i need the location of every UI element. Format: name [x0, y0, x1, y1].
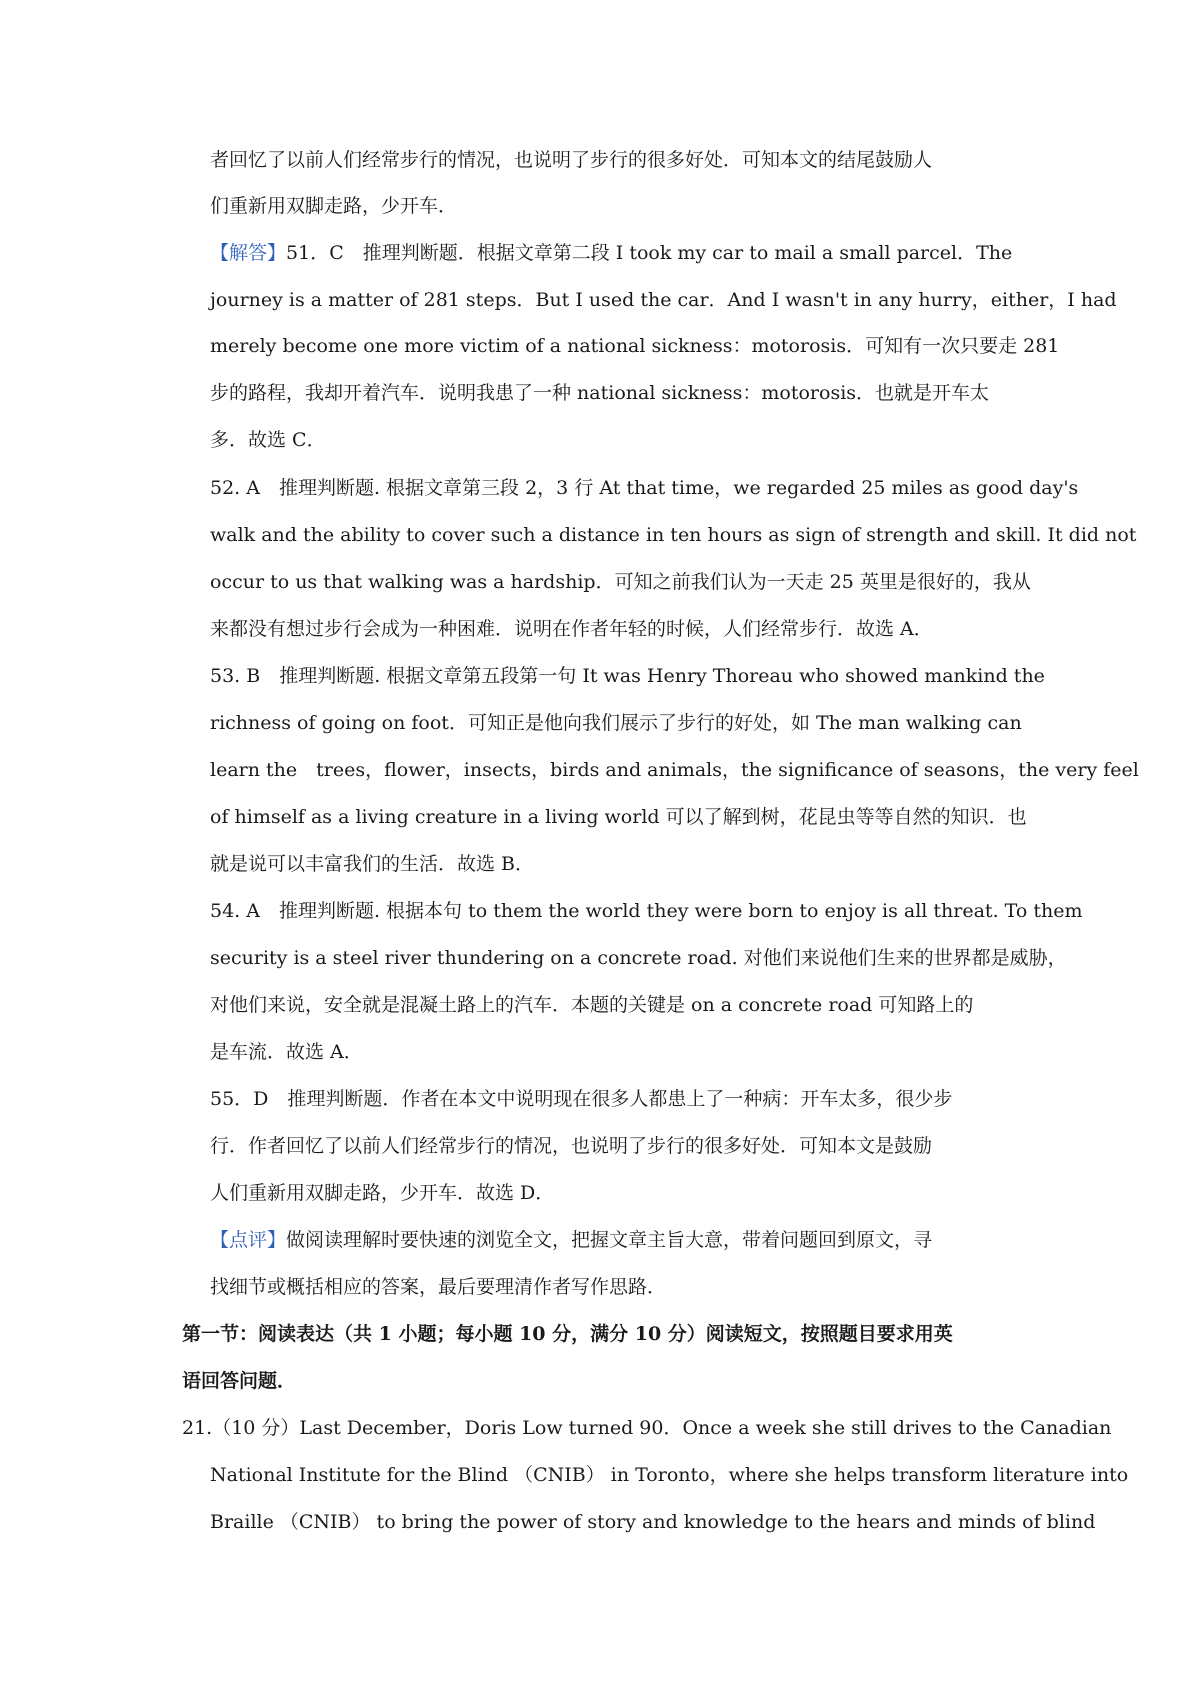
text-line-2: 们重新用双脚走路，少开车． [210, 195, 458, 217]
answer-line-51: 【解答】51．C 推理判断题．根据文章第二段 I took my car to mail a small parcel．The [210, 242, 1013, 264]
comment-tag: 【点评】 [210, 1229, 287, 1251]
text-line-13: richness of going on foot．可知正是他向我们展示了步行的好处，如 The man walking can [210, 712, 1022, 734]
answer-line-53: 53. B 推理判断题. 根据文章第五段第一句 It was Henry Thoreau who showed mankind the [210, 665, 1045, 687]
text-line-7: 多．故选 C． [210, 429, 326, 451]
text-line-23: 人们重新用双脚走路，少开车．故选 D． [210, 1182, 555, 1204]
text-line-11: 来都没有想过步行会成为一种困难．说明在作者年轻的时候，人们经常步行．故选 A． [210, 618, 933, 640]
text-line-25: 找细节或概括相应的答案，最后要理清作者写作思路． [210, 1276, 667, 1298]
text-line-29: National Institute for the Blind （CNIB） in Toronto，where she helps transform literature into [210, 1464, 1129, 1486]
section-heading-cont: 语回答问题． [182, 1370, 297, 1392]
text-line-5: merely become one more victim of a national sickness：motorosis．可知有一次只要走 281 [210, 335, 1060, 357]
text-line-16: 就是说可以丰富我们的生活．故选 B． [210, 853, 535, 875]
text-line-9: walk and the ability to cover such a distance in ten hours as sign of strength and skill. It did not [210, 524, 1137, 546]
text-line-19: 对他们来说，安全就是混凝土路上的汽车．本题的关键是 on a concrete road 可知路上的 [210, 994, 974, 1016]
answer-line-52: 52. A 推理判断题. 根据文章第三段 2，3 行 At that time，we regarded 25 miles as good day's [210, 477, 1079, 499]
text-line-4: journey is a matter of 281 steps．But I used the car．And I wasn't in any hurry，either，I had [210, 289, 1117, 311]
text-line-10: occur to us that walking was a hardship．可知之前我们认为一天走 25 英里是很好的，我从 [210, 571, 1031, 593]
text-line-15: of himself as a living creature in a living world 可以了解到树，花昆虫等等自然的知识．也 [210, 806, 1027, 828]
text-line-22: 行．作者回忆了以前人们经常步行的情况，也说明了步行的很多好处．可知本文是鼓励 [210, 1135, 933, 1157]
text-line-1: 者回忆了以前人们经常步行的情况，也说明了步行的很多好处．可知本文的结尾鼓励人 [210, 149, 933, 171]
answer-line-54: 54. A 推理判断题. 根据本句 to them the world they were born to enjoy is all threat. To them [210, 900, 1083, 922]
comment-line: 【点评】做阅读理解时要快速的浏览全文，把握文章主旨大意，带着问题回到原文，寻 [210, 1229, 933, 1251]
text-line-14: learn the trees，flower，insects，birds and animals，the significance of seasons，the very feel [210, 759, 1139, 781]
answer-line-55: 55．D 推理判断题．作者在本文中说明现在很多人都患上了一种病：开车太多，很少步 [210, 1088, 953, 1110]
text-line-30: Braille （CNIB） to bring the power of story and knowledge to the hears and minds of blind [210, 1511, 1096, 1533]
answer-tag: 【解答】 [210, 242, 287, 264]
section-heading: 第一节：阅读表达（共 1 小题；每小题 10 分，满分 10 分）阅读短文，按照题目要求用英 [182, 1323, 953, 1345]
text-line-6: 步的路程，我却开着汽车．说明我患了一种 national sickness：motorosis．也就是开车太 [210, 382, 990, 404]
question-21-line: 21.（10 分）Last December，Doris Low turned 90．Once a week she still drives to the Canadian [182, 1417, 1112, 1439]
text-line-18: security is a steel river thundering on a concrete road. 对他们来说他们生来的世界都是威胁， [210, 947, 1067, 969]
text-line-20: 是车流．故选 A． [210, 1041, 363, 1063]
